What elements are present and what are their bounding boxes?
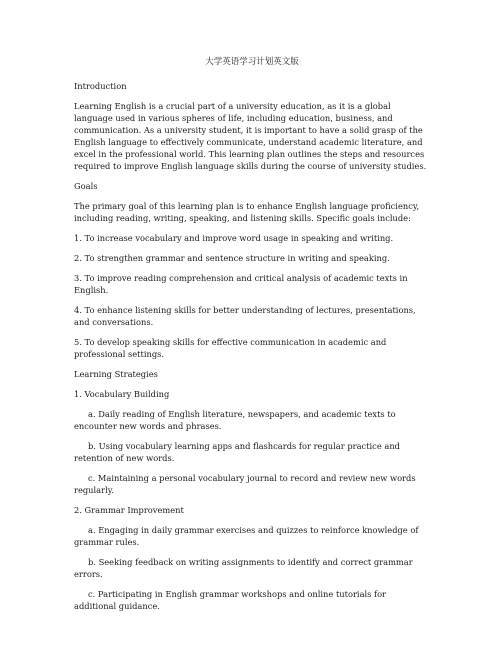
goal-item: 3. To improve reading comprehension and critical analysis of academic texts in English. [74, 273, 408, 295]
goal-item: 5. To develop speaking skills for effective communication in academic and professional settings. [74, 337, 387, 359]
strategy-item: c. Maintaining a personal vocabulary journal to record and review new words regularly. [74, 473, 416, 495]
goal-item: 1. To increase vocabulary and improve word usage in speaking and writing. [74, 233, 394, 243]
goals-heading: Goals [74, 181, 98, 191]
introduction-heading: Introduction [74, 81, 127, 91]
strategy-heading-vocabulary: 1. Vocabulary Building [74, 389, 170, 399]
strategy-heading-grammar: 2. Grammar Improvement [74, 505, 184, 515]
introduction-paragraph: Learning English is a crucial part of a university education, as it is a global language used in various spheres of life, including education, business, and communication. As a university student, it is important to have a solid grasp of the English language to effectively communicate, understand academic literature, and excel in the professional world. This learning plan outlines the steps and resources required to improve English language skills during the course of university studies. [74, 101, 427, 171]
document-title: 大学英语学习计划英文版 [205, 57, 299, 67]
goal-item: 2. To strengthen grammar and sentence structure in writing and speaking. [74, 253, 390, 263]
goals-intro-paragraph: The primary goal of this learning plan is to enhance English language proficiency, including reading, writing, speaking, and listening skills. Specific goals include: [74, 201, 420, 223]
strategy-item: c. Participating in English grammar workshops and online tutorials for additional guidance. [74, 589, 387, 611]
document-page [74, 56, 430, 620]
strategy-item: b. Using vocabulary learning apps and flashcards for regular practice and retention of new words. [74, 441, 400, 463]
strategy-item: a. Engaging in daily grammar exercises and quizzes to reinforce knowledge of grammar rules. [74, 525, 419, 547]
strategies-heading: Learning Strategies [74, 369, 158, 379]
strategy-item: a. Daily reading of English literature, newspapers, and academic texts to encounter new words and phrases. [74, 409, 396, 431]
strategy-item: b. Seeking feedback on writing assignments to identify and correct grammar errors. [74, 557, 413, 579]
goal-item: 4. To enhance listening skills for better understanding of lectures, presentations, and conversations. [74, 305, 416, 327]
